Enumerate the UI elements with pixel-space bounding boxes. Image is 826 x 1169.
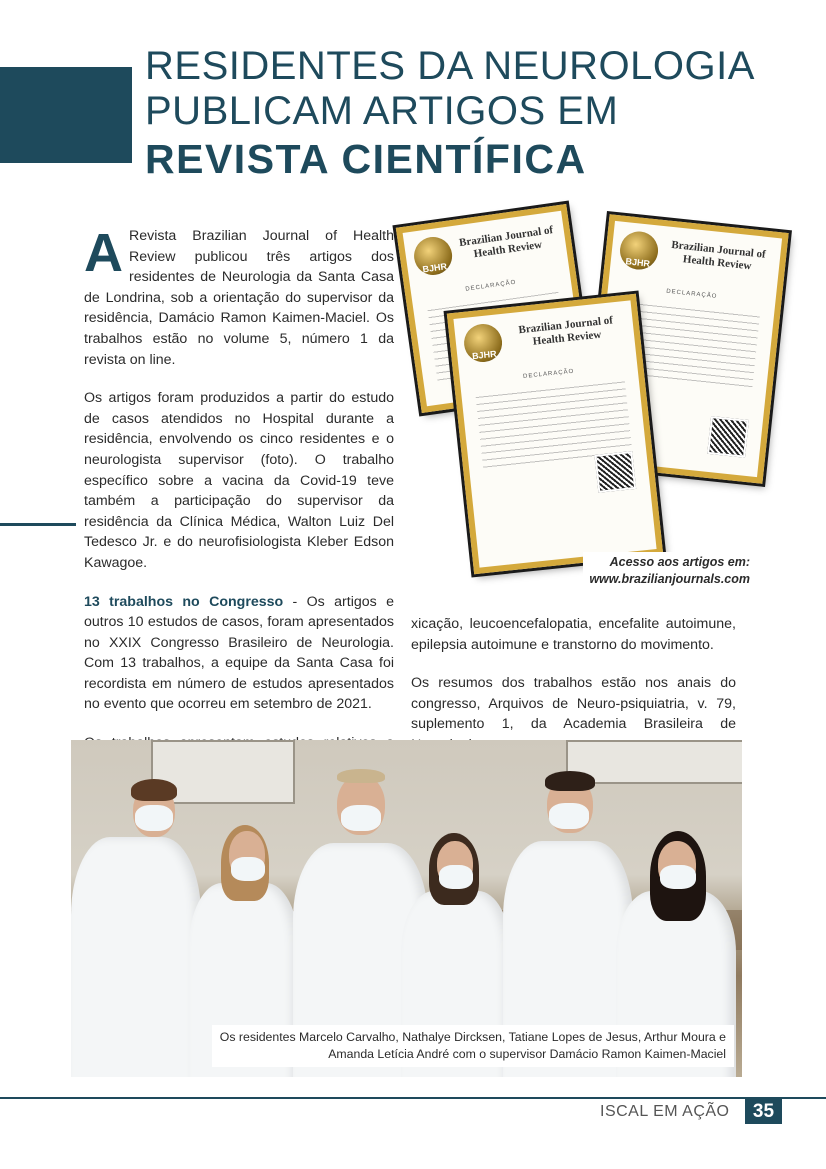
- section-subheading: 13 trabalhos no Congresso: [84, 593, 284, 610]
- title-accent-bar: [0, 67, 132, 163]
- title-line-3: REVISTA CIENTÍFICA: [145, 136, 587, 182]
- bjhr-logo-icon: BJHR: [462, 322, 504, 364]
- certificate-journal-name: Brazilian Journal of Health Review: [458, 224, 554, 261]
- photo-caption: [212, 1025, 734, 1067]
- certificate-heading: DECLARAÇÃO: [522, 368, 575, 380]
- certificates-collage: [400, 185, 780, 575]
- access-caption-line-1: Acesso aos artigos em:: [609, 555, 750, 569]
- article-paragraph-3: [84, 592, 394, 716]
- page-title: [145, 44, 815, 184]
- footer-rule: [0, 1097, 826, 1099]
- drop-cap: A: [84, 223, 123, 283]
- article-paragraph-2: Os artigos foram produzidos a partir do estudo de casos atendidos no Hospital durante a residência, envolvendo os cinco residentes e o neurologista supervisor (foto). O trabalho específico sobre a vacina da Covid-19 teve também a participação do supervisor da residência da Clínica Médica, Walton Luiz Del Tedesco Jr. e do neurofisiologista Kleber Edson Kawagoe.: [84, 390, 394, 571]
- qr-code-icon: [594, 451, 636, 493]
- paragraph-1-text: Revista Brazilian Journal of Health Review publicou três artigos dos residentes de Neurologia da Santa Casa de Londrina, sob a orientação do supervisor da residência, Damácio Ramon Kaimen-Maciel. Os trabalhos estão no volume 5, número 1 da revista on line.: [84, 228, 394, 368]
- group-photo: [71, 740, 742, 1077]
- photo-caption-line-2: Amanda Letícia André com o supervisor Damácio Ramon Kaimen-Maciel: [328, 1047, 726, 1061]
- title-line-2: PUBLICAM ARTIGOS EM: [145, 89, 619, 133]
- certificate-image: [447, 294, 663, 574]
- certificate-journal-name: Brazilian Journal of Health Review: [517, 314, 614, 348]
- photo-caption-line-1: Os residentes Marcelo Carvalho, Nathalye Dircksen, Tatiane Lopes de Jesus, Arthur Moura e: [219, 1030, 726, 1044]
- footer-publication-name: ISCAL EM AÇÃO: [600, 1103, 730, 1120]
- articles-access-caption: [583, 552, 756, 590]
- page-number: 35: [745, 1099, 782, 1124]
- bjhr-logo-icon: BJHR: [412, 235, 455, 278]
- certificate-heading: DECLARAÇÃO: [665, 288, 718, 300]
- certificate-heading: DECLARAÇÃO: [465, 279, 517, 293]
- person-figure: [71, 767, 201, 1077]
- certificate-journal-name: Brazilian Journal of Health Review: [670, 238, 767, 273]
- bjhr-logo-icon: BJHR: [618, 230, 660, 272]
- paragraph-3-text: - Os artigos e outros 10 estudos de casos, foram apresentados no XXIX Congresso Brasileiro de Neurologia. Com 13 trabalhos, a equipe da Santa Casa foi recordista em número de estudos apresentados no evento que ocorreu em setembro de 2021.: [84, 593, 394, 713]
- title-line-1: RESIDENTES DA NEUROLOGIA: [145, 44, 755, 88]
- article-paragraph-4-continued: xicação, leucoencefalopatia, encefalite autoimune, epilepsia autoimune e transtorno do movimento.: [411, 616, 736, 653]
- subheading-dash: [0, 523, 76, 526]
- article-paragraph-1: [84, 223, 394, 370]
- access-caption-link[interactable]: www.brazilianjournals.com: [589, 572, 750, 586]
- qr-code-icon: [707, 416, 749, 458]
- article-paragraph-5: Os resumos dos trabalhos estão nos anais do congresso, Arquivos de Neuro-psiquiatria, v. 79, suplemento 1, da Academia Brasileira de: [411, 675, 736, 733]
